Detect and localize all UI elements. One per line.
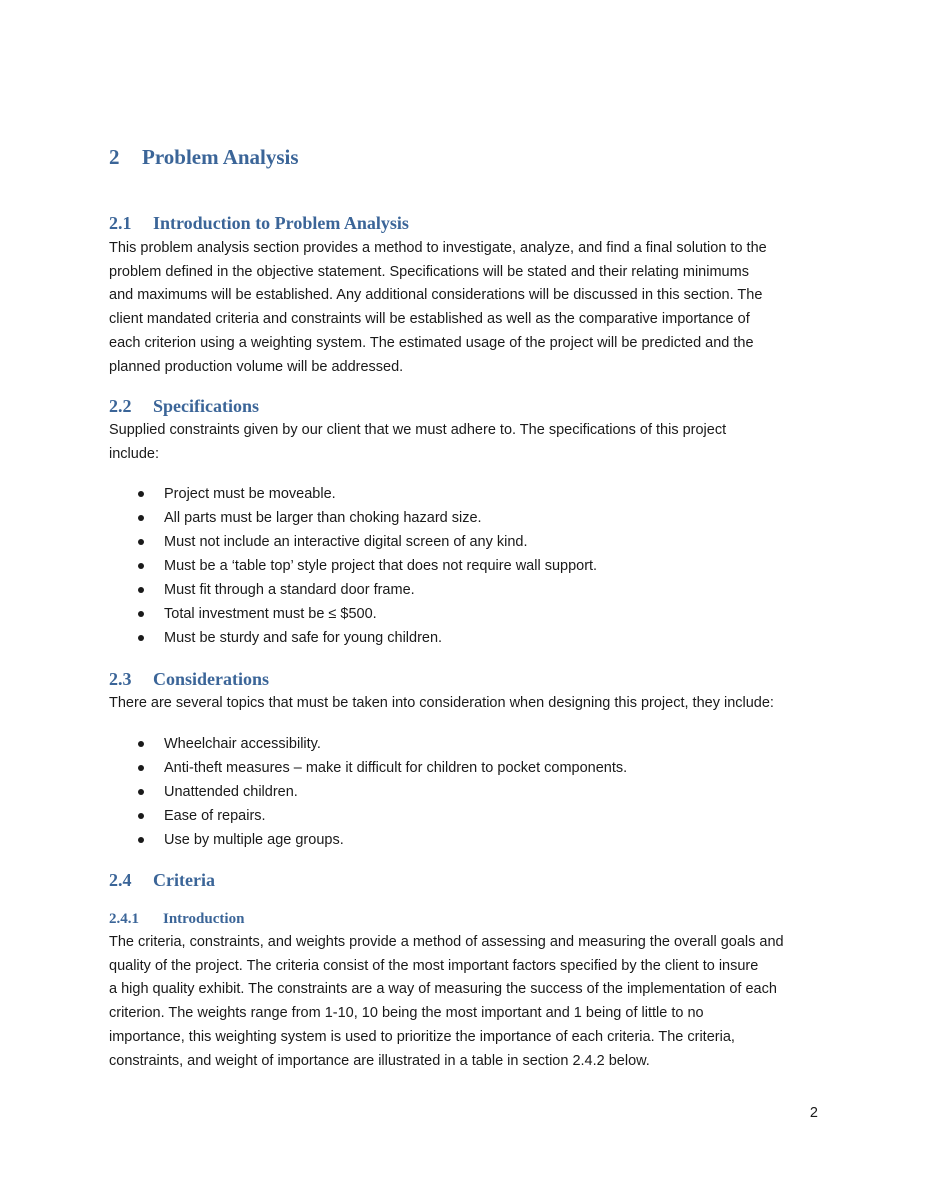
text-line: and maximums will be established. Any additional considerations will be discussed in this section. The: [109, 287, 763, 304]
heading-considerations: [109, 669, 269, 690]
paragraph-specifications: [109, 419, 819, 466]
heading-criteria: [109, 870, 215, 891]
heading-introduction-to-problem-analysis: [109, 213, 409, 234]
text-line: each criterion using a weighting system. The estimated usage of the project will be predicted and the: [109, 334, 754, 351]
bullet-icon: [138, 765, 144, 771]
text-line: Supplied constraints given by our client that we must adhere to. The specifications of this project: [109, 422, 727, 438]
section-title: Criteria: [153, 870, 215, 890]
text-line: There are several topics that must be taken into consideration when designing this project, they include:: [109, 695, 774, 711]
bullet-icon: [138, 515, 144, 521]
bullet-icon: [138, 563, 144, 569]
section-number: 2.2: [109, 396, 132, 416]
list-item: Must be a ‘table top’ style project that does not require wall support.: [109, 554, 819, 578]
text-line: This problem analysis section provides a method to investigate, analyze, and find a final solution to the: [109, 240, 767, 256]
list-item: All parts must be larger than choking hazard size.: [109, 506, 819, 530]
section-title: Considerations: [153, 669, 270, 689]
section-number: 2.4.1: [109, 911, 139, 927]
text-line: include:: [109, 445, 159, 462]
considerations-list: [109, 732, 819, 852]
section-title: Specifications: [153, 396, 259, 416]
paragraph-considerations: [109, 692, 819, 716]
list-item: Must fit through a standard door frame.: [109, 578, 819, 602]
bullet-icon: [138, 611, 144, 617]
text-line: problem defined in the objective statement. Specifications will be stated and their relating minimums: [109, 263, 749, 280]
section-number: 2: [109, 145, 120, 169]
paragraph-criteria-introduction: [109, 931, 819, 1073]
text-line: a high quality exhibit. The constraints are a way of measuring the success of the implementation of each: [109, 981, 777, 998]
bullet-icon: [138, 587, 144, 593]
bullet-icon: [138, 789, 144, 795]
page-number: 2: [809, 1105, 818, 1121]
heading-problem-analysis: [109, 145, 299, 170]
list-item: Total investment must be ≤ $500.: [109, 602, 819, 626]
section-number: 2.1: [109, 213, 132, 233]
heading-criteria-introduction: [109, 911, 244, 928]
section-number: 2.4: [109, 870, 132, 890]
list-item: Must be sturdy and safe for young children.: [109, 626, 819, 650]
heading-specifications: [109, 396, 259, 417]
text-line: constraints, and weight of importance are illustrated in a table in section 2.4.2 below.: [109, 1052, 650, 1069]
list-item: Wheelchair accessibility.: [109, 732, 819, 756]
bullet-icon: [138, 635, 144, 641]
text-line: quality of the project. The criteria consist of the most important factors specified by the client to insure: [109, 957, 759, 974]
list-item: Use by multiple age groups.: [109, 828, 819, 852]
specifications-list: [109, 482, 819, 650]
bullet-icon: [138, 741, 144, 747]
text-line: planned production volume will be addressed.: [109, 358, 404, 375]
bullet-icon: [138, 813, 144, 819]
list-item: Project must be moveable.: [109, 482, 819, 506]
paragraph-introduction: [109, 237, 819, 379]
list-item: Must not include an interactive digital screen of any kind.: [109, 530, 819, 554]
text-line: criterion. The weights range from 1-10, 10 being the most important and 1 being of little to no: [109, 1005, 704, 1022]
section-number: 2.3: [109, 669, 132, 689]
text-line: The criteria, constraints, and weights provide a method of assessing and measuring the overall goals and: [109, 934, 784, 950]
section-title: Introduction to Problem Analysis: [153, 213, 409, 233]
list-item: Unattended children.: [109, 780, 819, 804]
text-line: importance, this weighting system is used to prioritize the importance of each criteria. The criteria,: [109, 1028, 735, 1045]
section-title: Problem Analysis: [142, 145, 299, 169]
text-line: client mandated criteria and constraints will be established as well as the comparative importance of: [109, 311, 750, 328]
bullet-icon: [138, 539, 144, 545]
list-item: Ease of repairs.: [109, 804, 819, 828]
bullet-icon: [138, 491, 144, 497]
bullet-icon: [138, 837, 144, 843]
list-item: Anti-theft measures – make it difficult for children to pocket components.: [109, 756, 819, 780]
section-title: Introduction: [163, 911, 245, 927]
